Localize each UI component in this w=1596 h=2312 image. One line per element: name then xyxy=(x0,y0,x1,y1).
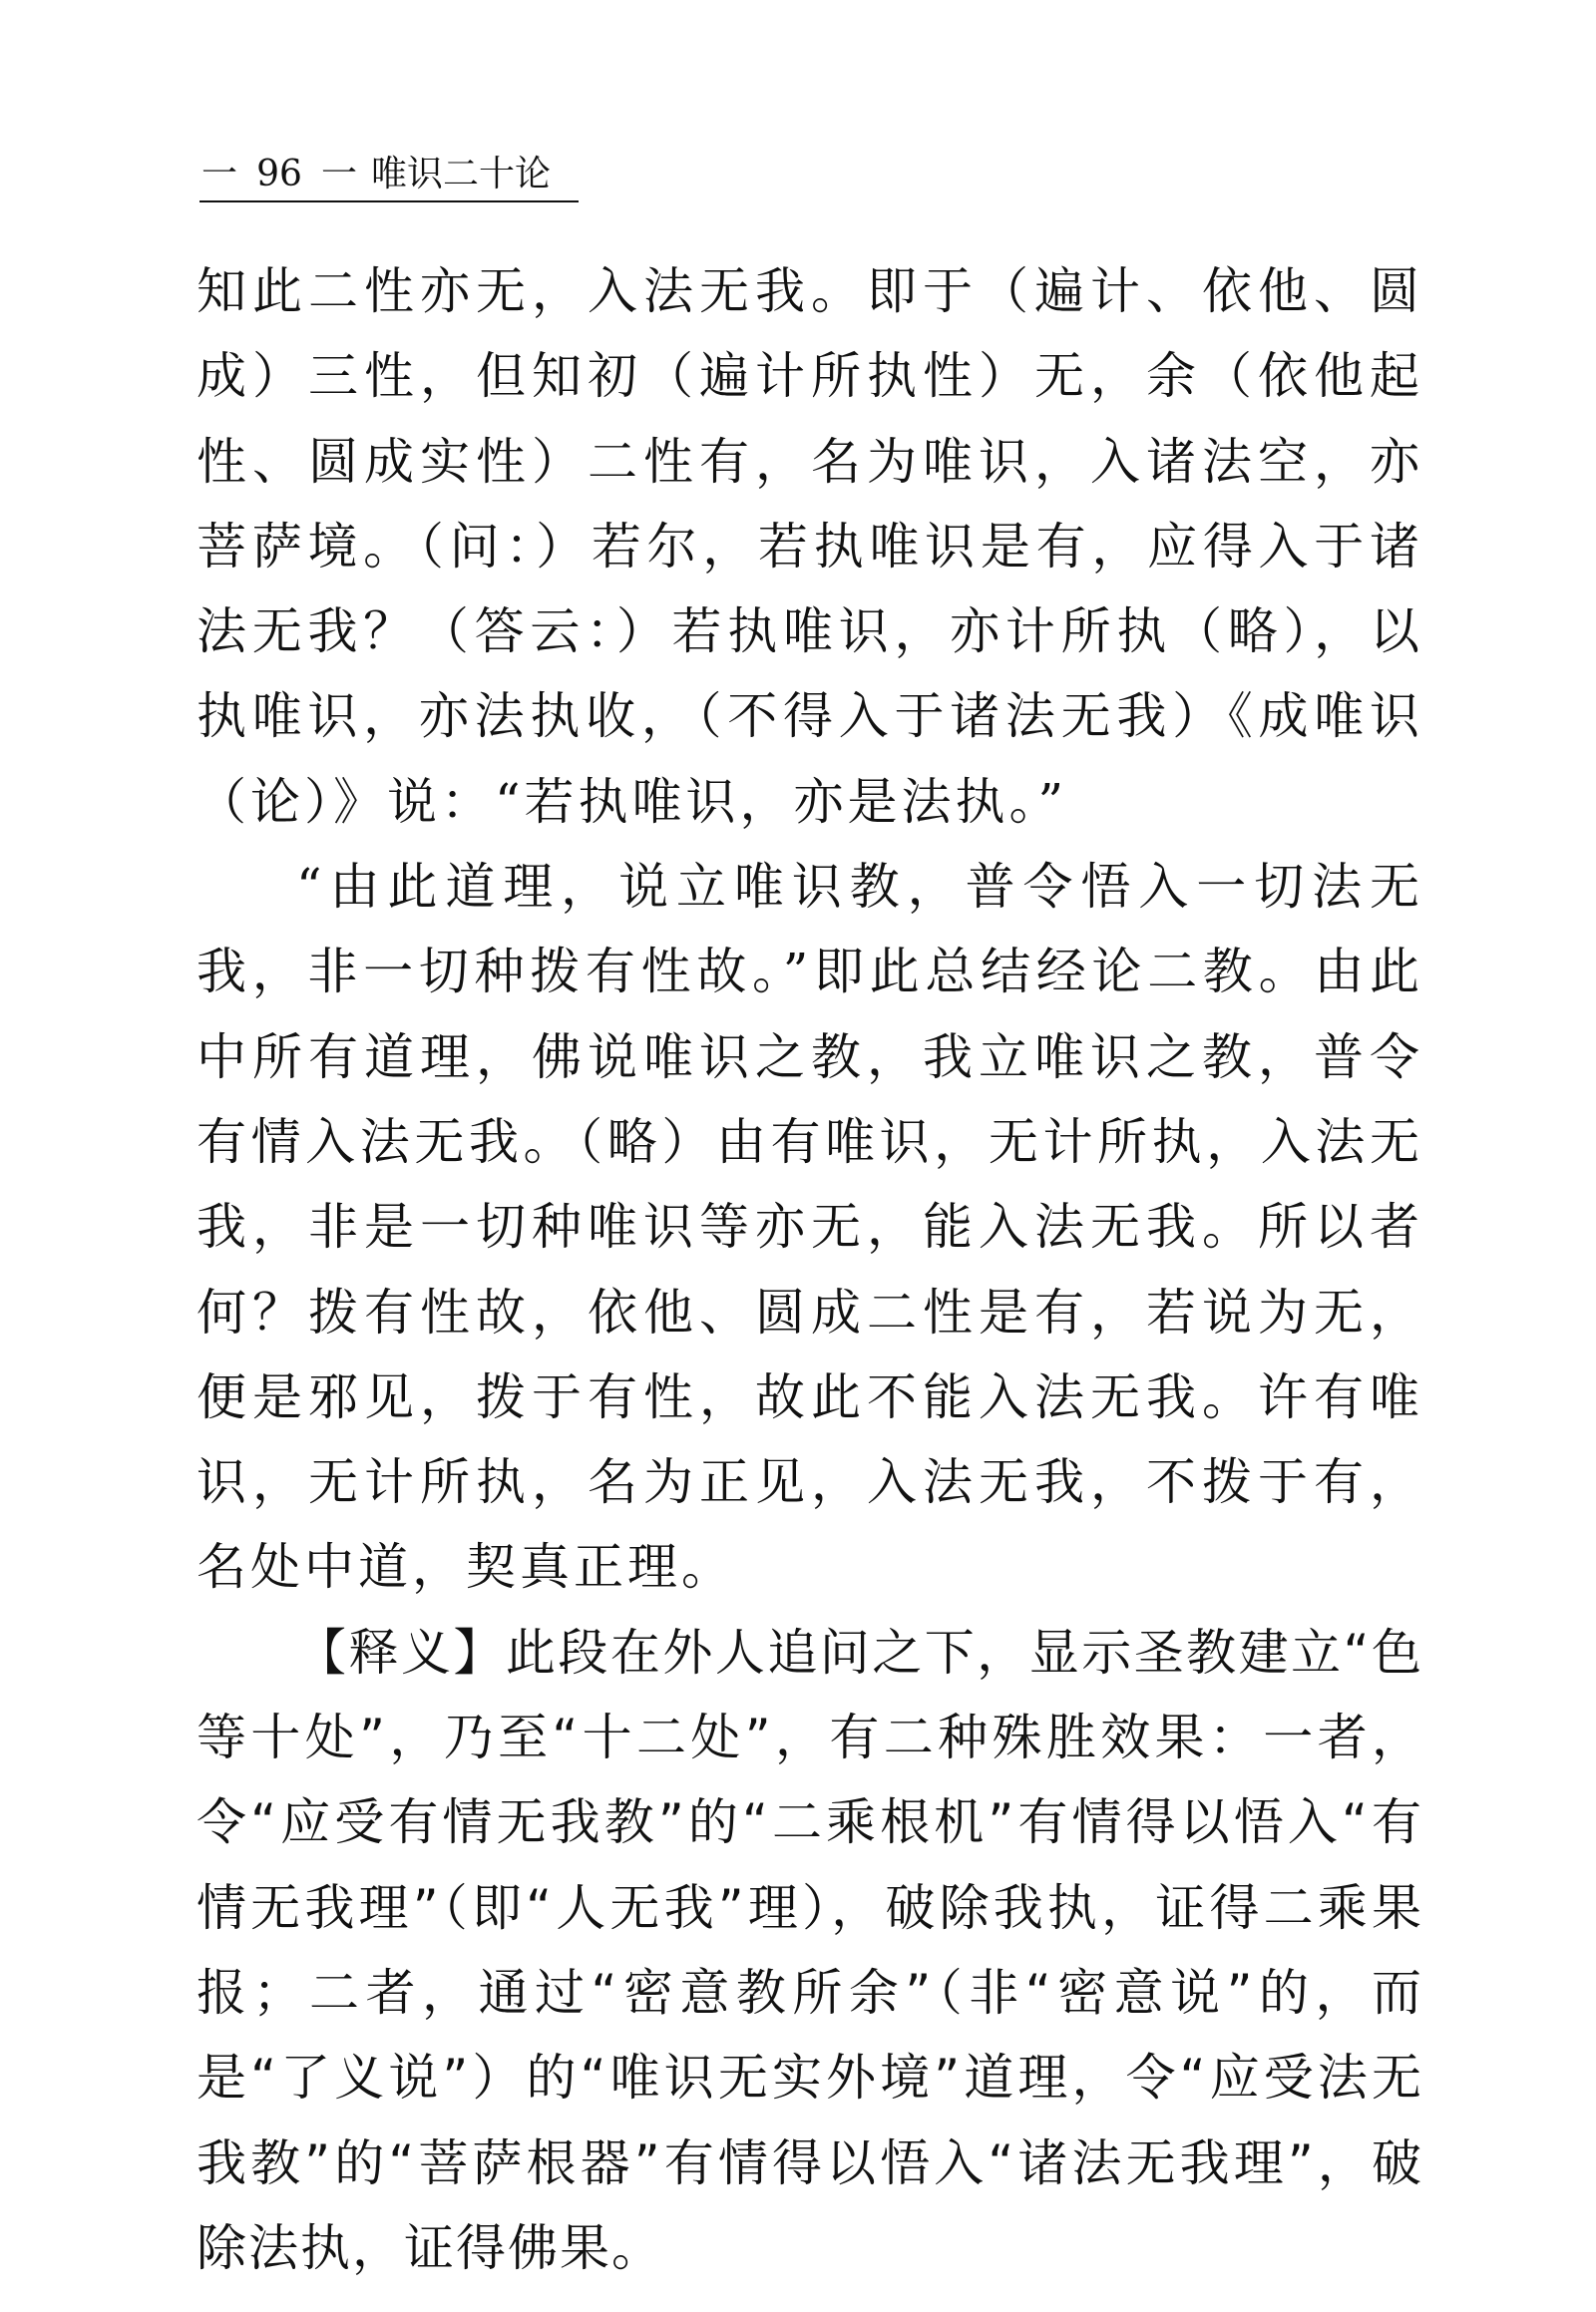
body-text xyxy=(197,249,1423,2291)
running-head-dash-right: 一 xyxy=(320,154,357,194)
running-head-rule xyxy=(200,200,579,202)
book-title: 唯识二十论 xyxy=(371,154,552,194)
paragraph-explanation: 【释义】此段在外人追问之下，显示圣教建立“色等十处”，乃至“十二处”，有二种殊胜效果：一者，令“应受有情无我教”的“二乘根机”有情得以悟入“有情无我理”（即“人无我”理），破除我执，证得二乘果报；二者，通过“密意教所余”（非“密意说”的，而是“了义说”）的“唯识无实外境”道理，令“应受法无我教”的“菩萨根器”有情得以悟入“诸法无我理”，破除法执，证得佛果。 xyxy=(197,1623,1423,2277)
paragraph-commentary-continued: 知此二性亦无，入法无我。即于（遍计、依他、圆成）三性，但知初（遍计所执性）无，余（依他起性、圆成实性）二性有，名为唯识，入诸法空，亦菩萨境。（问：）若尔，若执唯识是有，应得入于诸法无我？（答云：）若执唯识，亦计所执（略），以执唯识，亦法执收，（不得入于诸法无我）《成唯识（论）》说：“若执唯识，亦是法执。” xyxy=(197,262,1423,831)
running-head-dash-left: 一 xyxy=(200,154,237,194)
running-head xyxy=(200,150,579,199)
paragraph-commentary: “由此道理，说立唯识教，普令悟入一切法无我，非一切种拨有性故。”即此总结经论二教。由此中所有道理，佛说唯识之教，我立唯识之教，普令有情入法无我。（略）由有唯识，无计所执，入法无我，非是一切种唯识等亦无，能入法无我。所以者何？拨有性故，依他、圆成二性是有，若说为无，便是邪见，拨于有性，故此不能入法无我。许有唯识，无计所执，名为正见，入法无我，不拨于有，名处中道，契真正理。 xyxy=(197,858,1423,1597)
page-number: 96 xyxy=(256,154,302,194)
